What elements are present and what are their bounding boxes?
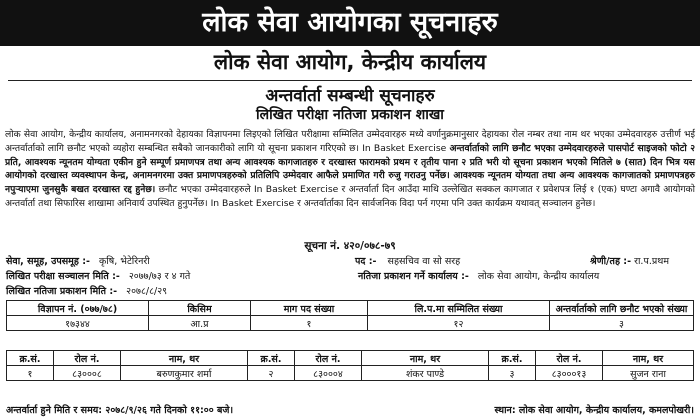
exam-date-value: २०७७/७३ र ४ गते <box>128 271 191 282</box>
table-header: अन्तर्वार्ताको लागि छनौट भएको संख्या <box>550 301 694 316</box>
publishing-office-label: नतिजा प्रकाशन गर्ने कार्यालय :- <box>358 271 469 282</box>
table-header-row <box>7 351 694 366</box>
class-level <box>590 254 669 267</box>
table-cell: १ <box>251 316 368 331</box>
interview-location: स्थान: लोक सेवा आयोग, केन्द्रीय कार्यालय, कमलपोखरी। <box>494 405 694 416</box>
divider <box>8 80 692 81</box>
table-cell: आ.प्र <box>149 316 251 331</box>
body-paragraph-3: छनौट भएका उम्मेदवारहरुले In Basket Exercise र अन्तर्वार्ता दिन आउँदा माथि उल्लेखित सक्कल कागजात र प्रवेशपत्र लिई १ (एक) घण्टा अगावै आयोगको अन्तर्वार्ता तथा सिफारिस शाखामा अनिवार्य उपस्थित हुनुपर्नेछ। In Basket Exercise र अन्तर्वार्ताका दिन सार्वजनिक विदा पर्न गएमा पनि उक्त कार्यक्रम यथावत् सञ्चालन हुनेछ। <box>5 184 695 209</box>
table-cell: शंकर पाण्डे <box>362 366 489 381</box>
publishing-office <box>358 269 599 282</box>
table-cell: २ <box>248 366 295 381</box>
interview-datetime: अन्तर्वार्ता हुने मिति र समय: २०७८/९/२६ गते दिनको ११:०० बजे। <box>6 405 234 416</box>
table-header: रोल नं. <box>536 351 603 366</box>
table-cell: ८३०००१३ <box>536 366 603 381</box>
branch-title: लिखित परीक्षा नतिजा प्रकाशन शाखा <box>256 107 444 123</box>
table-cell: १७३४४ <box>7 316 149 331</box>
table-header: क्र.सं. <box>7 351 54 366</box>
table-cell: बरुणकुमार शर्मा <box>121 366 248 381</box>
post-label: पद :- <box>355 256 377 267</box>
exam-date-label: लिखित परीक्षा सञ्चालन मिति :- <box>6 271 120 282</box>
table-cell: ८३०००४ <box>295 366 362 381</box>
table-cell: ८३०००८ <box>54 366 121 381</box>
table-cell: ३ <box>489 366 536 381</box>
table-row <box>7 366 694 381</box>
table-cell: १ <box>7 366 54 381</box>
table-header: नाम, थर <box>121 351 248 366</box>
body-paragraph-1: लोक सेवा आयोग, केन्द्रीय कार्यालय, अनामनगरको देहायका विज्ञापनमा लिइएको लिखित परीक्षामा सम्मिलित उम्मेदवारहरु मध्ये वर्णानुक्रमानुसार देहायका रोल नम्बर तथा नाम थर भएका उम्मेदवारहरु उत्तीर्ण भई अन्तर्वार्ताको लागि छनौट भएको व्यहोरा सम्बन्धित सबैको जानकारीको लागि यो सूचना प्रकाशन गरिएको छ। In Basket Exercise <box>5 129 695 154</box>
table-header: लि.प.मा सम्मिलित संख्या <box>368 301 550 316</box>
body-paragraph-2: अन्तर्वार्ताको लागि छनौट भएका उम्मेदवारहरुले पासपोर्ट साइजको फोटो २ प्रति, आवश्यक न्यूनतम योग्यता एकीन हुने सम्पूर्ण प्रमाणपत्र तथा अन्य आवश्यक कागजातहरु र दरखास्त फारामको प्रथम र तृतीय पाना २ प्रति भरी यो सूचना प्रकाशन भएको मितिले ७ (सात) दिन भित्र यस आयोगको दरखास्त व्यवस्थापन केन्द्र, अनामनगरमा उक्त प्रमाणपत्रहरुको प्रतिलिपि उम्मेदवार आफैले प्रमाणित गरी रुजु गराउनु पर्नेछ। आवश्यक न्यूनतम योग्यता तथा अन्य आवश्यक कागजातको प्रमाणपत्रहरु नपुर्‍याएमा जुनसुकै बखत दरखास्त रद्द हुनेछ। <box>5 142 695 196</box>
service-value: कृषि, भेटेरिनरी <box>98 256 150 267</box>
exam-date <box>6 269 190 282</box>
notice-number-value: ४२०/०७८-७९ <box>343 240 396 252</box>
post <box>355 254 460 267</box>
service-label: सेवा, समूह, उपसमूह :- <box>6 256 90 267</box>
notice-body <box>5 128 695 211</box>
table-header: विज्ञापन नं. (०७७/७८) <box>7 301 149 316</box>
candidate-table <box>6 350 694 381</box>
table-header: माग पद संख्या <box>251 301 368 316</box>
result-date-label: लिखित नतिजा प्रकाशन मिति :- <box>6 286 118 297</box>
advertisement-table <box>6 300 694 331</box>
table-cell: ३ <box>550 316 694 331</box>
table-header: क्र.सं. <box>489 351 536 366</box>
table-header: किसिम <box>149 301 251 316</box>
table-header-row <box>7 301 694 316</box>
result-date <box>6 284 167 297</box>
post-value: सहसचिव वा सो सरह <box>387 256 461 267</box>
table-header: नाम, थर <box>362 351 489 366</box>
table-row <box>7 316 694 331</box>
table-header: क्र.सं. <box>248 351 295 366</box>
result-date-value: २०७८/८/२९ <box>126 286 168 297</box>
newspaper-banner: लोक सेवा आयोगका सूचनाहरु <box>0 0 700 46</box>
class-label: श्रेणी/तह :- <box>590 256 632 267</box>
table-header: नाम, थर <box>603 351 694 366</box>
section-title: अन्तर्वार्ता सम्बन्धी सूचनाहरु <box>265 86 435 106</box>
table-cell: सुजन राना <box>603 366 694 381</box>
class-value: रा.प.प्रथम <box>634 256 670 267</box>
publishing-office-value: लोक सेवा आयोग, केन्द्रीय कार्यालय <box>477 271 600 282</box>
table-cell: १२ <box>368 316 550 331</box>
table-header: रोल नं. <box>295 351 362 366</box>
notice-number-label: सूचना नं. <box>304 240 341 252</box>
table-header: रोल नं. <box>54 351 121 366</box>
notice-number <box>0 239 700 253</box>
office-title: लोक सेवा आयोग, केन्द्रीय कार्यालय <box>213 50 487 74</box>
service-group <box>6 254 150 267</box>
